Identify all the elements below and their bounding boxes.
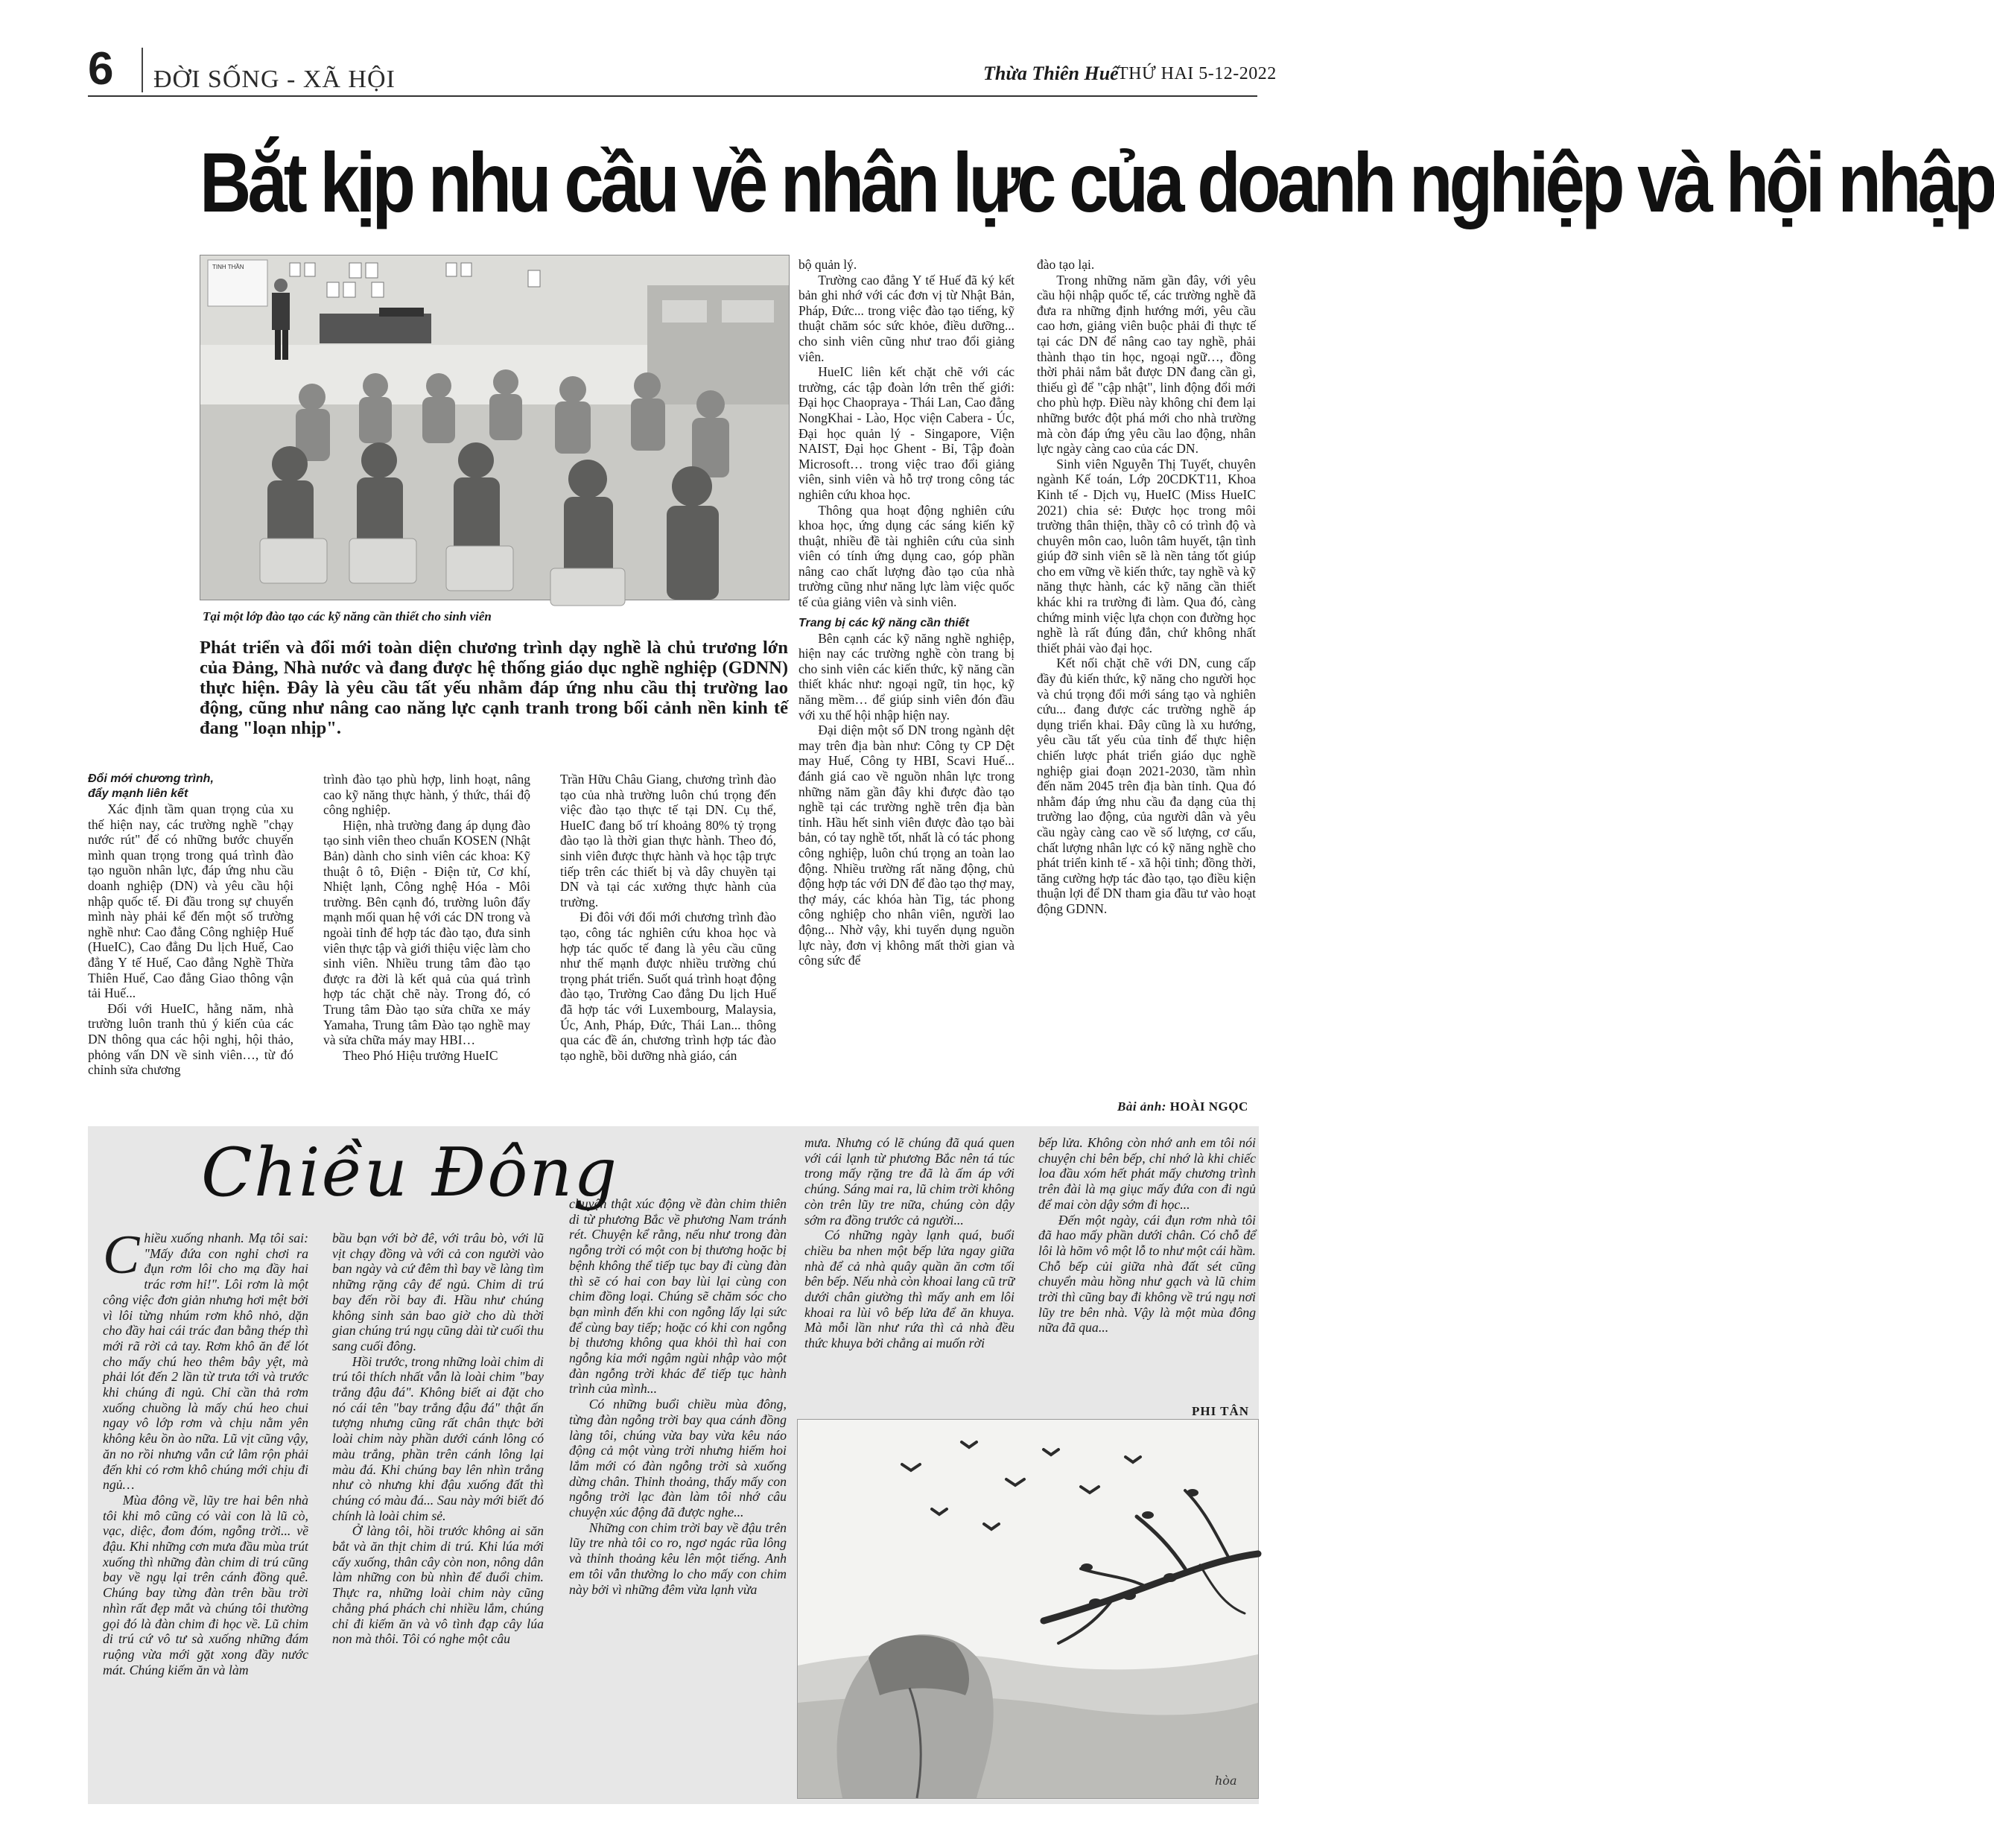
byline-label: Bài ảnh: xyxy=(1117,1099,1166,1114)
photo-caption: Tại một lớp đào tạo các kỹ năng cần thiết cho sinh viên xyxy=(203,609,492,623)
story-column-4 xyxy=(804,1135,1015,1351)
subhead: Trang bị các kỹ năng cần thiết xyxy=(798,616,970,629)
article-byline xyxy=(1117,1099,1248,1114)
article-column-5 xyxy=(1037,257,1256,917)
header-rule xyxy=(88,95,1257,97)
paragraph: chuyện thật xúc động về đàn chim thiên di từ phương Bắc về phương Nam tránh rét. Chuyện kể rằng, nếu như trong đàn ngỗng trời có một con bị thương hoặc bị bệnh không thể tiếp tục bay đi cùng đàn thì sẽ có hai con bay lùi lại cùng con chim đồng loại. Chúng sẽ chăm sóc cho bạn mình đến khi con ngỗng lấy lại sức để cùng bay tiếp; hoặc có khi con ngỗng bị thương không qua khỏi thì hai con ngỗng kia mới ngậm ngùi nhập vào một đàn ngỗng trời khác để tiếp tục hành trình của mình... xyxy=(569,1196,787,1397)
paragraph: Đến một ngày, cái đụn rơm nhà tôi đã hao mấy phần dưới chân. Có chỗ để lôi là hõm vô một lỗ to như một cái hầm. Chỗ bếp củi giữa nhà đất sét cũng chuyển màu hồng như gạch và lũ chim trời thì cũng bay đi không về trú ngụ nơi lũy tre bên nhà. Vậy là một mùa đông nữa đã qua... xyxy=(1038,1212,1256,1336)
paragraph: Hồi trước, trong những loài chim di trú tôi thích nhất vẫn là loài chim "bay trắng đậu đá". Không biết ai đặt cho nó cái tên "bay trắng đậu đá" thật ấn tượng nhưng cũng rất chân thực bởi loài chim này phần dưới cánh lông có màu trắng, phần trên cánh lông lại màu đá. Khi chúng bay lên nhìn trắng như cò nhưng khi đậu xuống đất thì chúng có màu đá... Sau này mới biết đó chính là loài chim sẻ. xyxy=(332,1353,544,1523)
paragraph: Sinh viên Nguyễn Thị Tuyết, chuyên ngành Kế toán, Lớp 20CDKT11, Khoa Kinh tế - Dịch vụ, HueIC (Miss HueIC 2021) chia sẻ: Được học trong môi trường thân thiện, thầy cô có trình độ và chuyên môn cao, luôn tâm huyết, tận tình giúp đỡ sinh viên sẽ là nền tảng tốt giúp cho em vững về kiến thức, tay nghề và kỹ năng thực hành, các kỹ năng cần thiết khác khi ra trường đi làm. Qua đó, càng chứng minh việc lựa chọn con đường học nghề là rất đúng đắn, chứ không nhất thiết phải vào đại học. xyxy=(1037,456,1256,655)
subhead: Đổi mới chương trình, xyxy=(88,772,214,785)
article-lead: Phát triển và đổi mới toàn diện chương trình dạy nghề là chủ trương lớn của Đảng, Nhà nước và đang được hệ thống giáo dục nghề nghiệp (GDNN) thực hiện. Đây là yêu cầu tất yếu nhằm đáp ứng nhu cầu thị trường lao động, cũng như nâng cao năng lực cạnh tranh trong bối cảnh nền kinh tế đang "loạn nhịp". xyxy=(200,638,788,738)
story-column-1 xyxy=(103,1225,308,1677)
paragraph: Trong những năm gần đây, với yêu cầu hội nhập quốc tế, các trường nghề đã đưa ra những định hướng mới, yêu cầu cao hơn, giảng viên buộc phải đi thực tế tại các DN để nâng cao tay nghề, phải thành thạo tin học, ngoại ngữ…, đồng thời phải nắm bắt được DN đang cần gì, thiếu gì để "cập nhật", linh động đổi mới cho phù hợp. Điều này không chỉ đem lại những bước đột phá mới cho nhà trường mà còn đáp ứng yêu cầu lao động, nhân lực ngày càng cao của các DN. xyxy=(1037,272,1256,457)
paragraph: trình đào tạo phù hợp, linh hoạt, nâng cao kỹ năng thực hành, ý thức, thái độ công nghiệp. xyxy=(323,772,530,818)
paragraph: Đại diện một số DN trong ngành dệt may trên địa bàn như: Công ty CP Dệt may Huế, Công ty HBI, Scavi Huế... đánh giá cao về nguồn nhân lực trong những năm gần đây khi được đào tạo nghề tại các trường nghề trên địa bàn tỉnh. Hầu hết sinh viên được đào tạo bài bản, có tay nghề tốt, nhất là có tác phong công nghiệp, luôn chú trọng an toàn lao động. Nhiều trường rất năng động, chủ động hợp tác với DN để đào tạo thợ may, thợ máy, các khóa hàn Tig, tác phong công nghiệp cho nhân viên, người lao động... Nhờ vậy, khi tuyển dụng nguồn lực này, đơn vị không mất thời gian và công sức để xyxy=(798,723,1015,968)
winter-illustration xyxy=(797,1419,1259,1799)
section-title: ĐỜI SỐNG - XÃ HỘI xyxy=(153,66,396,93)
paragraph: Ở làng tôi, hồi trước không ai săn bắt và ăn thịt chim di trú. Khi lúa mới cấy xuống, thân cây còn non, nông dân làm những con bù nhìn để đuổi chim. Thực ra, những loài chim này cũng chẳng phá phách chi nhiều lắm, chúng chỉ đi kiếm ăn và vô tình đạp cây lúa non mà thôi. Tôi có nghe một câu xyxy=(332,1523,544,1647)
article-column-3 xyxy=(560,772,776,1063)
paragraph xyxy=(103,1225,308,1493)
paragraph: Trường cao đẳng Y tế Huế đã ký kết bản ghi nhớ với các đơn vị từ Nhật Bản, Pháp, Đức... trong việc đào tạo tiếng, kỹ thuật chăm sóc sức khỏe, điều dưỡng... cho sinh viên cũng như trao đổi giảng viên. xyxy=(798,272,1015,364)
paragraph: bầu bạn với bờ đê, với trâu bò, với lũ vịt chạy đồng và với cả con người vào ban ngày và cứ đêm thì bay về làng tìm những rặng cây để ngủ. Chim di trú bay đến rồi bay đi. Hầu như chúng không sinh sản bao giờ cho dù thời gian chúng trú ngụ cũng dài từ cuối thu sang cuối đông. xyxy=(332,1231,544,1353)
story-column-5 xyxy=(1038,1135,1256,1336)
paragraph-text: hiều xuống nhanh. Mạ tôi sai: "Mấy đứa con nghỉ chơi ra đụn rơm lôi cho mạ đầy hai trác rơm hỉ!". Lôi rơm là một công việc đơn giản nhưng hơi mệt bởi vì lôi từng nhúm rơm khô nhỏ, dặn cho đầy hai cái trác đan bằng thép thì mới rã rời cả tay. Rơm khô ăn để lót cho mấy chú heo thêm bây yệt, mà phải lót đến 2 lần từ trưa tới và trước khi chúng đi ngủ. Chỉ cần thả rơm xuống chuồng là mấy chú heo chui ngay vô lớp rơm và chịu nằm yên không kêu ồn ào nữa. Lũ vịt cũng vậy, ăn no rồi nhưng vẫn cứ lâm rộn phải đến khi có rơm khô chúng mới chịu đi ngủ… xyxy=(103,1231,308,1493)
article-column-4 xyxy=(798,257,1015,968)
paragraph: Theo Phó Hiệu trưởng HueIC xyxy=(343,1047,498,1063)
story-column-2 xyxy=(332,1231,544,1647)
paragraph: Có những buổi chiều mùa đông, từng đàn ngỗng trời bay qua cánh đồng làng tôi, chúng vừa bay vừa kêu náo động cả một vùng trời nhưng hiếm hoi lắm mới có đàn ngỗng trời sà xuống dừng chân. Thỉnh thoảng, thấy mấy con ngỗng trời lạc đàn làm tôi nhớ câu chuyện xúc động đã được nghe... xyxy=(569,1397,787,1520)
paragraph: Hiện, nhà trường đang áp dụng đào tạo sinh viên theo chuẩn KOSEN (Nhật Bản) dành cho sinh viên các khoa: Kỹ thuật ô tô, Điện - Điện tử, Cơ khí, Nhiệt lạnh, Công nghệ Hóa - Môi trường. Bên cạnh đó, trường luôn đẩy mạnh mối quan hệ với các DN trong và ngoài tỉnh để hợp tác đào tạo, đưa sinh viên thực tập và giới thiệu việc làm cho sinh viên. Nhiều trung tâm đào tạo được ra đời là kết quả của quá trình hợp tác chặt chẽ này. Trong đó, có Trung tâm Đào tạo sửa chữa xe máy Yamaha, Trung tâm Đào tạo nghề may và sửa chữa máy may HBI… xyxy=(323,817,530,1048)
article-headline: Bắt kịp nhu cầu về nhân lực của doanh nghiệp và hội nhập xyxy=(200,136,1994,230)
drop-cap: C xyxy=(103,1225,140,1286)
article-column-2 xyxy=(323,772,530,1063)
paragraph: mưa. Nhưng có lẽ chúng đã quá quen với cái lạnh từ phương Bắc nên tá túc trong mấy rặng tre đã là ấm áp với chúng. Sáng mai ra, lũ chim trời không còn trên lũy tre nữa, chúng còn dậy sớm ra đồng trước cả người... xyxy=(804,1135,1015,1228)
illustration-signature: hòa xyxy=(1215,1774,1237,1788)
paragraph: Có những ngày lạnh quá, buổi chiều ba nhen một bếp lửa ngay giữa nhà để cả nhà quây quần ăn cơm tối bên bếp. Nếu nhà còn khoai lang cũ trữ dưới chân giường thì mấy anh em lôi khoai ra lùi vô bếp lửa để ăn khuya. Mà mỗi lần như rứa thì cả nhà đều thức khuya bởi chẳng ai muốn rời xyxy=(804,1228,1015,1351)
page-number: 6 xyxy=(88,43,114,95)
paragraph: Mùa đông về, lũy tre hai bên nhà tôi khi mô cũng có vài con là lũ cò, vạc, diệc, đom đóm, ngỗng trời... về đậu. Khi những cơn mưa đầu mùa trút xuống thì những đàn chim di trú cũng bay về ngụ lại trên cánh đồng quê. Chúng bay từng đàn trên bầu trời nhìn rất đẹp mắt và chúng tôi thường gọi đó là đàn chim đi học về. Lũ chim di trú cứ vô tư sà xuống những đám ruộng vừa mới gặt xong đầy nước mát. Chúng kiếm ăn và làm xyxy=(103,1492,308,1677)
article-column-1 xyxy=(88,772,293,1078)
paragraph: bếp lửa. Không còn nhớ anh em tôi nói chuyện chi bên bếp, chỉ nhớ là khi chiếc loa đầu xóm hết phát mấy chương trình trên đài là mạ giục mấy đứa con đi ngủ để mai còn dậy sớm đi học... xyxy=(1038,1135,1256,1212)
story-title: Chiều Đông xyxy=(201,1134,618,1212)
story-column-3 xyxy=(569,1196,787,1597)
paragraph: bộ quản lý. xyxy=(798,257,857,272)
story-author: PHI TÂN xyxy=(1192,1404,1250,1418)
paragraph: Đi đôi với đổi mới chương trình đào tạo, công tác nghiên cứu khoa học và hợp tác quốc tế đang là yêu cầu cũng như thế mạnh được nhiều trường chú trọng phát triển. Suốt quá trình hoạt động đào tạo, Trường Cao đẳng Du lịch Huế đã hợp tác với Luxembourg, Malaysia, Úc, Anh, Pháp, Đức, Thái Lan... thông qua các đề án, chương trình hợp tác đào tạo nghề, bồi dưỡng nhà giáo, cán xyxy=(560,909,776,1063)
paragraph: HueIC liên kết chặt chẽ với các trường, các tập đoàn lớn trên thế giới: Đại học Chaopraya - Thái Lan, Cao đẳng NongKhai - Lào, Học viện Cabera - Úc, Đại học quản lý - Singapore, Viện NAIST, Đại học Ghent - Bỉ, Tập đoàn Microsoft… trong việc trao đổi giảng viên, sinh viên và hỗ trợ trong công tác nghiên cứu khoa học. xyxy=(798,364,1015,502)
subhead: đẩy mạnh liên kết xyxy=(88,787,188,800)
paragraph: Trần Hữu Châu Giang, chương trình đào tạo của nhà trường luôn chú trọng đến việc đào tạo thực tế tại DN. Cụ thể, HueIC đang bố trí khoảng 80% tỷ trọng đào tạo là thời gian thực hành. Theo đó, sinh viên được thực hành và học tập trực tiếp trên các thiết bị và dây chuyền tại DN và tại các xưởng thực hành của trường. xyxy=(560,772,776,909)
paragraph: Bên cạnh các kỹ năng nghề nghiệp, hiện nay các trường nghề còn trang bị cho sinh viên các kiến thức, kỹ năng cần thiết khác như: ngoại ngữ, tin học, kỹ năng mềm… để giúp sinh viên đón đầu với xu thế hội nhập hiện nay. xyxy=(798,630,1015,723)
byline-name: HOÀI NGỌC xyxy=(1169,1099,1248,1114)
paragraph: Thông qua hoạt động nghiên cứu khoa học, ứng dụng các sáng kiến kỹ thuật, nhiều đề tài nghiên cứu của sinh viên có tính ứng dụng cao, góp phần nâng cao chất lượng đào tạo của nhà trường cũng như năng lực làm việc quốc tế của giảng viên và sinh viên. xyxy=(798,502,1015,610)
header-divider xyxy=(142,48,143,92)
slide-text: TINH THẦN xyxy=(212,264,244,270)
issue-date: THỨ HAI 5-12-2022 xyxy=(1117,64,1277,83)
paragraph: Những con chim trời bay về đậu trên lũy tre nhà tôi co ro, ngơ ngác rũa lông và thỉnh thoảng kêu lên một tiếng. Anh em tôi vẫn thường lo cho mấy con chim này bởi vì những đêm vừa lạnh vừa xyxy=(569,1520,787,1597)
paragraph: Xác định tầm quan trọng của xu thế hiện nay, các trường nghề "chạy nước rút" để có những bước chuyển mình quan trọng trong quá trình đào tạo nguồn nhân lực, đáp ứng nhu cầu doanh nghiệp (DN) và yêu cầu hội nhập quốc tế. Đi đầu trong sự chuyển mình này phải kể đến một số trường nghề như: Cao đẳng Công nghiệp Huế (HueIC), Cao đẳng Du lịch Huế, Cao đẳng Y tế Huế, Cao đẳng Nghề Thừa Thiên Huế, Cao đẳng Giao thông vận tải Huế... xyxy=(88,801,293,1001)
paragraph: Đối với HueIC, hằng năm, nhà trường luôn tranh thủ ý kiến của các DN thông qua các hội nghị, hội thảo, phỏng vấn DN về sinh viên…, từ đó chỉnh sửa chương xyxy=(88,1000,293,1078)
paragraph: đào tạo lại. xyxy=(1037,257,1095,272)
newspaper-name: Thừa Thiên Huế xyxy=(983,63,1119,84)
classroom-photo xyxy=(200,255,790,600)
paragraph: Kết nối chặt chẽ với DN, cung cấp đầy đủ kiến thức, kỹ năng cho người học và chú trọng đổi mới sáng tạo và nghiên cứu... đang được các trường nghề áp dụng triển khai. Đây cũng là xu hướng, yêu cầu tất yếu của tỉnh để thực hiện chiến lược phát triển giáo dục nghề nghiệp giai đoạn 2021-2030, tầm nhìn đến năm 2045 trên địa bàn tỉnh. Qua đó nhằm đáp ứng nhu cầu đa dạng của thị trường lao động, của người dân và yêu cầu ngày càng cao về số lượng, cơ cấu, chất lượng nhân lực có kỹ năng nghề cho phát triển kinh tế - xã hội tỉnh; đồng thời, tăng cường hợp tác đào tạo, tạo điều kiện thuận lợi để DN tham gia đầu tư vào hoạt động GDNN. xyxy=(1037,655,1256,916)
